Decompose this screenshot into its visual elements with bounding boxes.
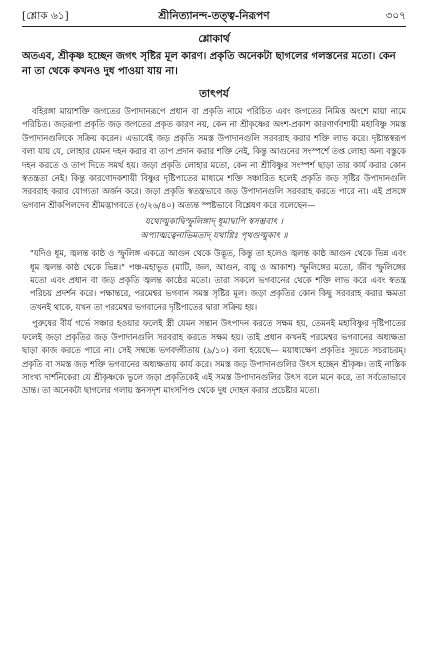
- chapter-title: শ্রীনিত্যানন্দ-তত্ত্ব-নিরূপণ: [158, 10, 270, 22]
- page-number: ৩০৭: [385, 10, 406, 22]
- verse-line-2: অপ্যাত্মত্বেনাভিমতাদ্ যথাগ্নিঃ পৃথগুল্মুকাৎ ॥: [140, 231, 288, 242]
- sanskrit-verse: [22, 215, 406, 243]
- verse-line-1: যথোল্মুকাদ্বিস্ফুলিঙ্গাদ্ ধূমাদ্বাপি স্বসম্ভবাৎ ।: [145, 217, 283, 228]
- purport-paragraph-2: পুরুষের বীর্য গর্ভে সঞ্চার হওয়ার ফলেই স্ত্রী যেমন সন্তান উৎপাদন করতে সক্ষম হয়, তেমনই মহাবিষ্ণুর দৃষ্টিপাতের ফলেই জড়া প্রকৃতির জড় উপাদানগুলি সরবরাহ করতে সক্ষম হয়। তাই প্রধান কখনই পরমেশ্বর ভগবানের অধ্যক্ষতা ছাড়া কাজ করতে পারে না। সেই সম্বন্ধে ভগবদ্গীতায় (৯/১০) বলা হয়েছে— ময়াধ্যক্ষেণ প্রকৃতিঃ সূয়তে সচরাচরম্। প্রকৃতি বা সমস্ত জড় শক্তি ভগবানের অধ্যক্ষতায় কার্য করে। সমস্ত জড় উপাদানগুলির উৎস হচ্ছেন শ্রীকৃষ্ণ। তাই নাস্তিক সাংখ্য দার্শনিকেরা যে শ্রীকৃষ্ণকে ভুলে জড়া প্রকৃতিকেই এই সমস্ত উপাদানগুলির উৎস বলে মনে করে, তা সর্বতোভাবে ভ্রান্ত। তা অনেকটা ছাগলের গলায় স্তনসদৃশ মাংসপিণ্ড থেকে দুধ দোহন করার প্রচেষ্টার মতো।: [22, 318, 406, 396]
- verse-translation: "যদিও ধূম, জ্বলন্ত কাষ্ঠ ও স্ফুলিঙ্গ একত্রে আগুন থেকে উদ্ভূত, কিন্তু তা হলেও জ্বলন্ত কাষ্ঠ আগুন থেকে ভিন্ন এবং ধূম জ্বলন্ত কাষ্ঠ থেকে ভিন্ন।" পঞ্চ-মহাভূত (মাটি, জল, আগুন, বায়ু ও আকাশ) স্ফুলিঙ্গের মতো, জীব স্ফুলিঙ্গের মতো এবং প্রধান বা জড় প্রকৃতি জ্বলন্ত কাষ্ঠের মতো। তারা সকলে ভগবানের থেকে শক্তি লাভ করে এবং স্বতন্ত্র পরিচয় প্রদর্শন করে। পক্ষান্তরে, পরমেশ্বর ভগবান সমস্ত সৃষ্টির মূল। জড়া প্রকৃতির কোন কিছু সরবরাহ করার ক্ষমতা তখনই থাকে, যখন তা পরমেশ্বর ভগবানের দৃষ্টিপাতের দ্বারা সক্রিয় হয়।: [30, 248, 406, 312]
- verse-number: [শ্লোক ৬১]: [22, 10, 69, 22]
- header-rule: [22, 26, 406, 27]
- purport-heading: তাৎপর্য: [199, 88, 229, 100]
- page-header: [22, 8, 406, 24]
- translation-heading: শ্লোকার্থ: [198, 33, 230, 45]
- translation-text: অতএব, শ্রীকৃষ্ণ হচ্ছেন জগৎ সৃষ্টির মূল কারণ। প্রকৃতি অনেকটা ছাগলের গলস্তনের মতো। কেন না তা থেকে কখনও দুধ পাওয়া যায় না।: [22, 51, 396, 77]
- purport-paragraph-1: বহিরঙ্গা মায়াশক্তি জগতের উপাদানরূপে প্রধান বা প্রকৃতি নামে পরিচিত এবং জগতের নিমিত্ত অংশে মায়া নামে পরিচিত। জড়রূপা প্রকৃতি জড় জগতের প্রকৃত কারণ নয়, কেন না শ্রীকৃষ্ণের অংশ-প্রকাশ কারণার্ণবশায়ী মহাবিষ্ণু সমস্ত উপাদানগুলিকে সক্রিয় করেন। এভাবেই জড় প্রকৃতি সমস্ত উপাদানগুলি সরবরাহ করার শক্তি লাভ করে। দৃষ্টান্তস্বরূপ বলা যায় যে, লোহার যেমন দহন করার বা তাপ প্রদান করার শক্তি নেই, কিন্তু আগুনের সংস্পর্শে তপ্ত লোহা অন্য বস্তুকে দহন করতে ও তাপ দিতে সমর্থ হয়। জড়া প্রকৃতি লোহার মতো, কেন না শ্রীবিষ্ণুর সংস্পর্শ ছাড়া তার কার্য করার কোন স্বতন্ত্রতা নেই। কিন্তু কারণোদকশায়ী বিষ্ণুর দৃষ্টিপাতের মাধ্যমে শক্তি সঞ্চারিত হলেই প্রকৃতি জড় সৃষ্টির উপাদানগুলি সরবরাহ করার যোগ্যতা অর্জন করে। জড়া প্রকৃতি স্বতন্ত্রভাবে জড় উপাদানগুলি সরবরাহ করতে পারে না। এই প্রসঙ্গে ভগবান শ্রীকপিলদেব শ্রীমদ্ভাগবতে (৩/২৬/৪০) অত্যন্ত স্পষ্টভাবে বিশ্লেষণ করে বলেছেন—: [22, 106, 406, 210]
